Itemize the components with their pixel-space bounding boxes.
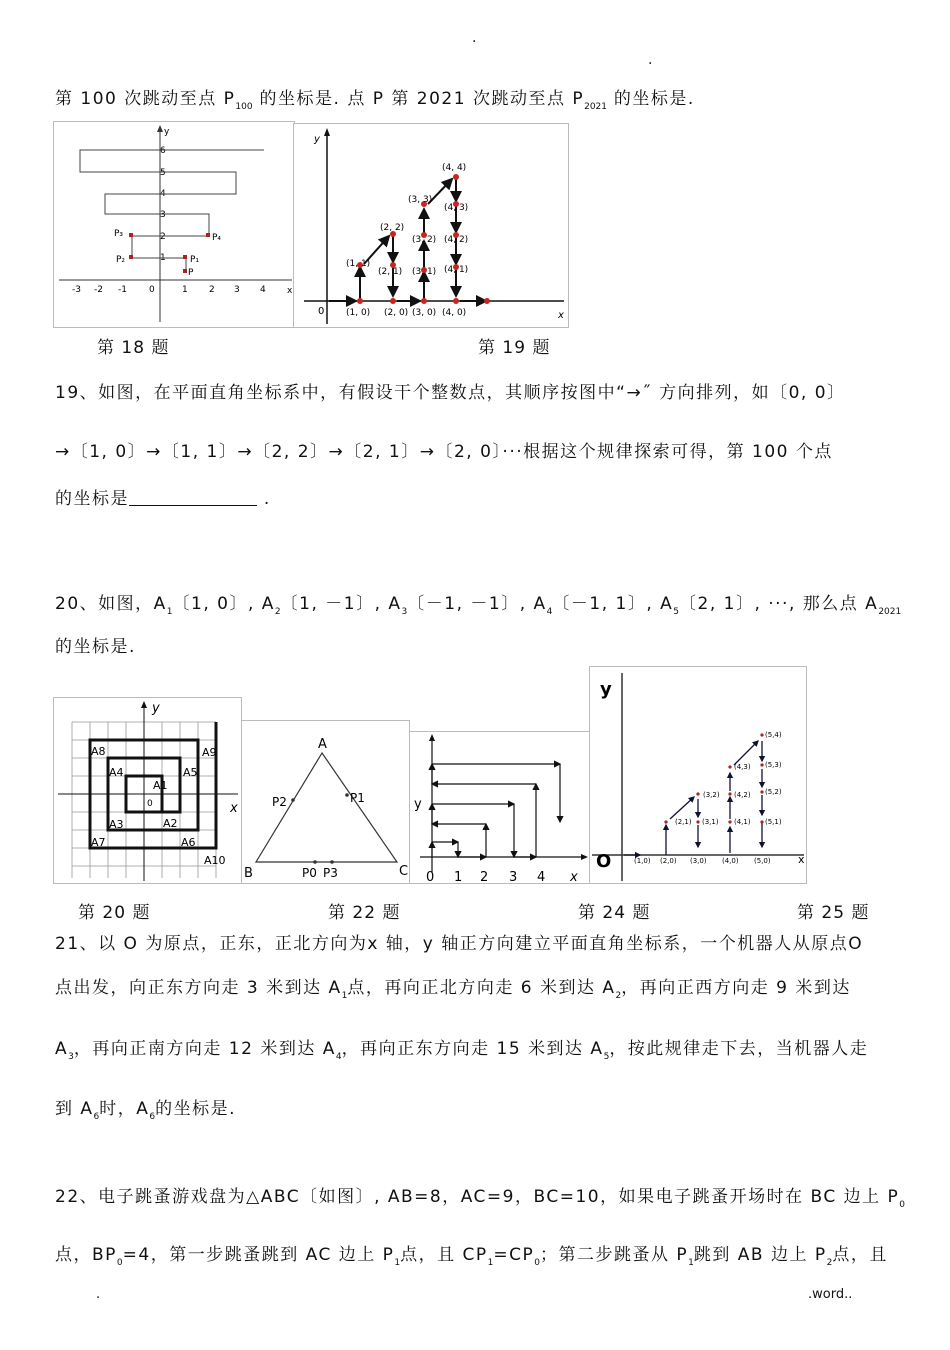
fig19-axis-x: x [558,310,564,321]
fig20-label-a8: A8 [91,745,106,758]
fig24-axis-x: x [570,870,578,883]
fig19-xpoint: (4, 0) [442,308,467,318]
q21-line1: 21、以 O 为原点，正东，正北方向为x 轴，y 轴正方向建立平面直角坐标系，一个机器人从原点O [55,934,864,954]
fig25-point: (4,2) [734,791,751,799]
footer-left: . [96,1287,101,1302]
fig24-xtick: 1 [454,870,463,883]
fig20-axis-y: y [152,701,160,716]
fig18-ytick: 1 [160,253,166,263]
fig19-point: (3, 3) [408,195,433,205]
fig22-caption: 第 22 题 [328,903,401,923]
fig20-label-a9: A9 [202,746,217,759]
fig22-label-p0: P0 [302,866,317,880]
fig19-origin: 0 [318,306,325,317]
fig20-label-a1: A1 [153,779,168,792]
q21-line4: 到 $A_6$时，$A_6$的坐标是. [55,1099,237,1122]
fig20-origin: 0 [147,799,153,809]
q21-line2: 点出发，向正东方向走 3 米到达 $A_1$点，再向正北方向走 6 米到达 $A_2$，再向正西方向走 9 米到达 [55,978,851,1001]
fig18-xtick: -2 [94,285,103,295]
fig22-label-p2: P2 [272,795,287,809]
fig19-point: (4, 4) [442,163,467,173]
fig20-label-a3: A3 [109,818,124,831]
fig25-point: (5,4) [765,731,782,739]
fig18-label-p2: P₂ [116,255,126,265]
fig24-axis-y: y [414,797,422,812]
fig20-caption: 第 20 题 [78,903,151,923]
q22-line1: 22、电子跳蚤游戏盘为△ABC〔如图〕, AB=8，AC=9，BC=10，如果电子跳蚤开场时在 BC 边上 $P_0$ [55,1187,906,1210]
fig25-point: (5,2) [765,788,782,796]
fig18-ytick: 3 [160,210,166,220]
figure-25 [589,666,807,884]
fig25-point: (2,1) [675,818,692,826]
fig25-point: (3,2) [703,791,720,799]
fig22-label-c: C [399,864,409,879]
fig25-xpoint: (3,0) [690,857,707,865]
fig20-label-a10: A10 [204,854,226,867]
q21-line3: $A_3$，再向正南方向走 12 米到达 $A_4$，再向正东方向走 15 米到达 $A_5$，按此规律走下去，当机器人走 [55,1039,869,1062]
fig24-xtick: 0 [426,870,435,883]
figure-22 [241,720,410,884]
figure-19 [293,123,569,328]
fig19-point: (3, 2) [412,235,437,245]
fig19-caption: 第 19 题 [478,338,551,358]
fig18-caption: 第 18 题 [97,338,170,358]
fig25-axis-x: x [798,853,805,866]
fig22-label-b: B [244,866,253,881]
fig18-label-p3: P₃ [114,229,124,239]
fig19-point: (4, 3) [444,203,469,213]
answer-blank [129,489,257,506]
fig22-label-p3: P3 [323,866,338,880]
fig25-point: (4,3) [734,763,751,771]
fig20-axis-x: x [230,801,238,816]
fig24-caption: 第 24 题 [578,903,651,923]
fig25-point: (5,3) [765,761,782,769]
fig18-label-p1: P₁ [190,255,200,265]
fig22-label-p1: P1 [350,791,365,805]
q22-line2: 点，$BP_0=4$，第一步跳蚤跳到 AC 边上 $P_1$点，且 $CP_1=CP_0$；第二步跳蚤从 $P_1$跳到 AB 边上 $P_2$点，且 [55,1245,888,1268]
fig20-label-a4: A4 [109,766,124,779]
fig19-point: (3, 1) [412,267,437,277]
fig25-origin: O [596,851,612,872]
fig19-point: (4, 1) [444,265,469,275]
fig18-ytick: 5 [160,168,166,178]
header-dot-left: · [472,34,477,50]
fig18-xtick: 2 [209,285,215,295]
header-dot-right: . [648,52,653,68]
fig18-xtick: -3 [72,285,81,295]
q19-line2: →〔1, 0〕→〔1, 1〕→〔2, 2〕→〔2, 1〕→〔2, 0〕···根据这个规律探索可得，第 100 个点 [55,442,833,462]
fig24-xtick: 3 [509,870,518,883]
fig24-xtick: 2 [480,870,489,883]
fig19-xpoint: (1, 0) [346,308,371,318]
q19-line3: 的坐标是 . [55,489,271,509]
fig19-xpoint: (2, 0) [384,308,409,318]
fig18-ytick: 6 [160,146,166,156]
figure-18 [53,121,295,328]
fig25-xpoint: (2,0) [660,857,677,865]
fig25-axis-y: y [600,679,612,700]
fig20-label-a2: A2 [163,817,178,830]
fig25-xpoint: (1,0) [634,857,651,865]
fig18-xtick: 4 [260,285,266,295]
fig18-label-p4: P₄ [212,233,222,243]
fig19-point: (1, 1) [346,259,371,269]
fig20-label-a5: A5 [183,766,198,779]
fig18-xtick: 3 [234,285,240,295]
fig25-point: (4,1) [734,818,751,826]
fig19-xpoint: (3, 0) [412,308,437,318]
fig18-xtick: -1 [118,285,127,295]
fig19-axis-y: y [314,134,320,145]
fig18-axis-x: x [287,286,293,296]
continued-question-line: 第 100 次跳动至点 $P_{100}$ 的坐标是. 点 P 第 2021 次跳动至点 $P_{2021}$ 的坐标是. [55,89,695,112]
fig25-xpoint: (5,0) [754,857,771,865]
fig25-point: (3,1) [702,818,719,826]
fig22-label-a: A [318,737,327,752]
footer-right: .word.. [808,1287,853,1302]
q20-line1: 20、如图，$A_1$〔1, 0〕, $A_2$〔1, －1〕, $A_3$〔－1, －1〕, $A_4$〔－1, 1〕, $A_5$〔2, 1〕, ···, 那么点 $A_{2021}$ [55,594,902,617]
fig24-xtick: 4 [537,870,546,883]
fig25-point: (5,1) [765,818,782,826]
figure-24 [409,731,590,884]
fig19-point: (2, 2) [380,223,405,233]
fig19-point: (4, 2) [444,235,469,245]
fig25-xpoint: (4,0) [722,857,739,865]
fig18-axis-y: y [164,127,170,137]
fig18-xtick: 0 [149,285,155,295]
fig20-label-a7: A7 [91,836,106,849]
fig18-label-p: P [188,268,194,278]
fig25-caption: 第 25 题 [797,903,870,923]
fig18-xtick: 1 [182,285,188,295]
fig20-label-a6: A6 [181,836,196,849]
fig19-point: (2, 1) [378,267,403,277]
q20-line2: 的坐标是. [55,637,136,657]
figure-20 [53,697,242,884]
fig18-ytick: 2 [160,232,166,242]
q19-line1: 19、如图，在平面直角坐标系中，有假设干个整数点，其顺序按图中“→˝ 方向排列，如〔0, 0〕 [55,383,846,403]
fig18-ytick: 4 [160,189,166,199]
